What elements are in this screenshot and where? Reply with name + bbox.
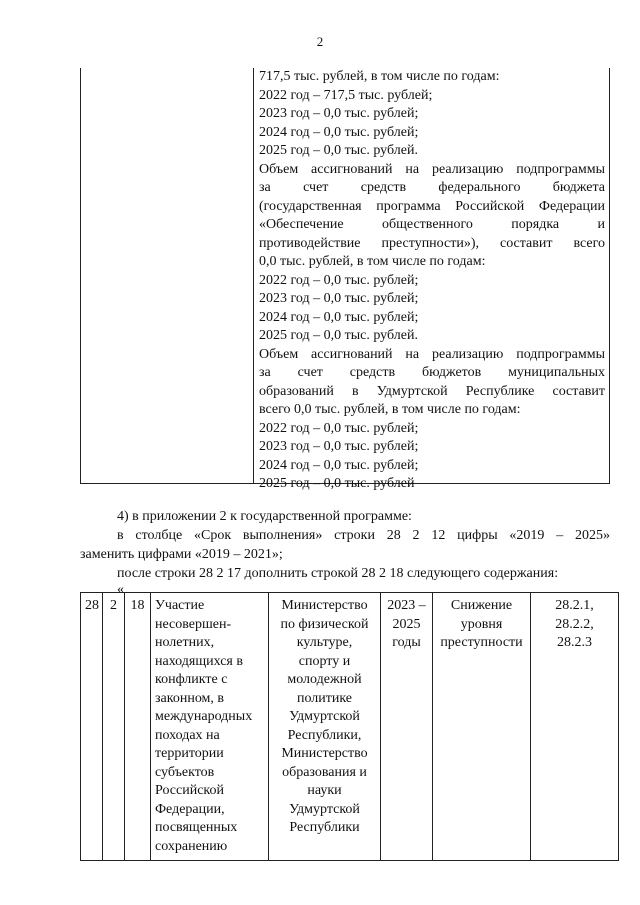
cell-line: науки [307, 783, 342, 798]
cell-line: походах на [155, 727, 220, 743]
funding-line: 2024 год – 0,0 тыс. рублей; [259, 124, 419, 140]
cell-line: по физической [280, 616, 369, 632]
cell-line: культуре, [296, 635, 353, 650]
page-number: 2 [316, 34, 324, 49]
code-part-3: 18 [125, 593, 151, 861]
cell-line: 28.2.1, [555, 598, 594, 613]
indicators-cell [531, 593, 619, 861]
funding-line: «Обеспечение общественного порядка и [259, 217, 605, 232]
cell-line: молодежной [287, 672, 362, 687]
cell-line: преступности [440, 635, 523, 650]
table-row [81, 593, 619, 861]
expected-result-cell [433, 593, 531, 861]
funding-line: (государственная программа Российской Федерации [259, 198, 605, 214]
instruction-line: заменить цифрами «2019 – 2021»; [80, 547, 283, 562]
executor-cell [269, 593, 381, 861]
funding-line: 2024 год – 0,0 тыс. рублей; [259, 457, 419, 473]
funding-line: противодействие преступности»), составит всего [259, 235, 605, 251]
funding-line: 2023 год – 0,0 тыс. рублей; [259, 106, 419, 121]
cell-line: находящихся в [155, 653, 243, 669]
cell-line: Министерство [281, 598, 368, 613]
funding-line: 717,5 тыс. рублей, в том числе по годам: [259, 69, 500, 84]
funding-line: 0,0 тыс. рублей, в том числе по годам: [259, 254, 486, 269]
funding-line: всего 0,0 тыс. рублей, в том числе по годам: [259, 402, 521, 417]
cell-line: 2025 [392, 616, 421, 632]
cell-line: политике [296, 690, 353, 706]
instruction-line: в столбце «Срок выполнения» строки 28 2 12 цифры «2019 – 2025» [117, 528, 610, 543]
funding-line: за счет средств бюджетов муниципальных [259, 365, 605, 380]
cell-line: субъектов [155, 764, 215, 780]
funding-line: 2022 год – 0,0 тыс. рублей; [259, 420, 419, 436]
code-part-1: 28 [81, 593, 103, 861]
cell-line: Удмуртской [289, 709, 360, 724]
funding-line: 2022 год – 717,5 тыс. рублей; [259, 87, 433, 103]
empty-left-cell [81, 68, 254, 483]
cell-line: законном, в [155, 690, 225, 706]
cell-line: Российской [155, 783, 224, 798]
cell-line: несовершен- [155, 616, 232, 632]
funding-line: образований в Удмуртской Республике составит [259, 383, 605, 399]
cell-line: нолетних, [155, 635, 215, 650]
cell-line: Федерации, [155, 801, 225, 817]
funding-line: 2023 год – 0,0 тыс. рублей; [259, 291, 419, 306]
funding-line: за счет средств федерального бюджета [259, 180, 605, 195]
funding-line: 2024 год – 0,0 тыс. рублей; [259, 309, 419, 325]
cell-line: территории [155, 746, 224, 761]
measure-name-cell [151, 593, 269, 861]
funding-line: 2025 год – 0,0 тыс. рублей. [259, 143, 418, 158]
funding-line: 2025 год – 0,0 тыс. рублей. [259, 328, 418, 343]
previous-table-fragment [80, 68, 610, 491]
code-part-2: 2 [103, 593, 125, 861]
cell-line: Республики, [287, 727, 362, 743]
cell-line: спорту и [298, 653, 351, 669]
cell-line: Снижение [450, 598, 513, 613]
cell-line: 2023 – [387, 598, 426, 613]
cell-line: 28.2.2, [555, 616, 594, 632]
cell-line: уровня [460, 616, 503, 632]
funding-line: 2025 год – 0,0 тыс. рублей [259, 476, 415, 491]
new-program-row-table [80, 592, 619, 861]
cell-line: сохранению [155, 838, 228, 854]
instruction-line: после строки 28 2 17 дополнить строкой 28 2 18 следующего содержания: [117, 566, 559, 581]
cell-line: образования и [282, 764, 367, 780]
funding-line: Объем ассигнований на реализацию подпрограммы [259, 346, 605, 362]
cell-line: Удмуртской [289, 801, 360, 817]
funding-text-cell [259, 68, 605, 494]
cell-line: посвященных [155, 820, 238, 835]
funding-line: Объем ассигнований на реализацию подпрограммы [259, 161, 605, 177]
cell-line: Участие [155, 598, 205, 613]
item-4-heading: 4) в приложении 2 к государственной программе: [117, 509, 412, 524]
term-cell [381, 593, 433, 861]
cell-line: конфликте с [155, 672, 228, 687]
cell-line: 28.2.3 [557, 635, 592, 650]
cell-line: международных [155, 709, 253, 724]
cell-line: Министерство [281, 746, 368, 761]
funding-line: 2022 год – 0,0 тыс. рублей; [259, 272, 419, 288]
funding-line: 2023 год – 0,0 тыс. рублей; [259, 439, 419, 454]
cell-line: Республики [289, 820, 360, 835]
opening-quote: « [117, 582, 124, 597]
cell-line: годы [392, 635, 421, 650]
